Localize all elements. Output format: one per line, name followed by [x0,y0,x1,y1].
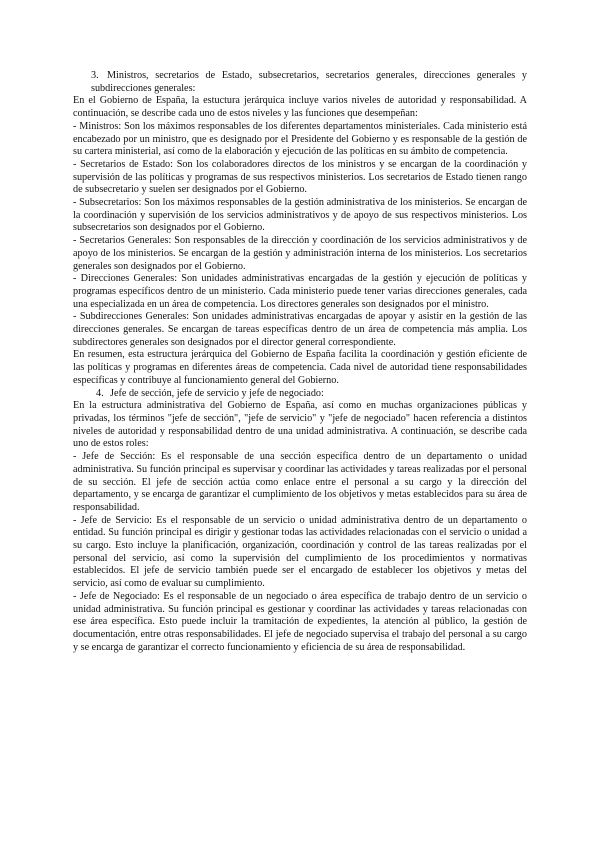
list-item-secretarios-generales: - Secretarios Generales: Son responsables de la dirección y coordinación de los servicios administrativos y de apoyo de los ministerios. Se encargan de la gestión y administración interna de los ministerios. Los secretarios generales son designados por el Gobierno. [73,235,527,272]
list-item-direcciones-generales: - Direcciones Generales: Son unidades administrativas encargadas de la gestión y ejecución de políticas y programas específicos dentro de un ministerio. Cada ministerio puede tener varias direcciones generales, cada una especializada en un área de competencia. Los directores generales son designados por el ministro. [73,273,527,310]
section-3-summary: En resumen, esta estructura jerárquica del Gobierno de España facilita la coordinación y gestión eficiente de las políticas y programas en diferentes áreas de competencia. Cada nivel de autoridad tiene responsabilidades específicas y contribuye al funcionamiento general del Gobierno. [73,349,527,386]
list-item-jefe-servicio: - Jefe de Servicio: Es el responsable de un servicio o unidad administrativa dentro de un departamento o entidad. Su función principal es dirigir y gestionar todas las actividades relacionadas con el servicio o unidad a su cargo. Esto incluye la planificación, organización, coordinación y control de las tareas realizadas por el personal del servicio, así como la supervisión del cumplimiento de los procedimientos y normativas establecidos. El jefe de servicio también puede ser el encargado de establecer los objetivos y metas del servicio, así como de evaluar su cumplimiento. [73,514,527,590]
section-4-number: 4. [96,387,104,399]
section-3-heading [73,70,527,95]
section-4-heading [73,388,527,401]
section-3-number: 3. [91,70,99,81]
list-item-ministros: - Ministros: Son los máximos responsables de los diferentes departamentos ministeriales. Cada ministerio está encabezado por un ministro, que es designado por el Presidente del Gobierno y es responsable de la gestión de su cartera ministerial, así como de la elaboración y ejecución de las políticas en su ámbito de competencia. [73,120,527,158]
document-body [73,70,527,654]
section-4-title: Jefe de sección, jefe de servicio y jefe de negociado: [110,387,324,399]
list-item-jefe-seccion: - Jefe de Sección: Es el responsable de una sección específica dentro de un departamento o unidad administrativa. Su función principal es supervisar y coordinar las actividades y tareas realizadas por el personal de su sección. El jefe de sección actúa como enlace entre el personal a su cargo y la dirección del departamento, y se encarga de garantizar el cumplimiento de los objetivos y metas establecidos para su área de responsabilidad. [73,451,527,513]
list-item-secretarios-estado: - Secretarios de Estado: Son los colaboradores directos de los ministros y se encargan de la coordinación y supervisión de las políticas y programas de sus respectivos ministerios. Los secretarios de Estado tienen rango de subsecretario y suelen ser designados por el Gobierno. [73,158,527,196]
section-3-title: Ministros, secretarios de Estado, subsecretarios, secretarios generales, direcciones generales y subdirecciones generales: [91,70,527,94]
section-3-intro: En el Gobierno de España, la estuctura jerárquica incluye varios niveles de autoridad y responsabilidad. A continuación, se describe cada uno de estos niveles y las funciones que desempeñan: [73,95,527,120]
list-item-subdirecciones-generales: - Subdirecciones Generales: Son unidades administrativas encargadas de apoyar y asistir en la gestión de las direcciones generales. Se encargan de tareas específicas dentro de un área de competencia más amplia. Los subdirectores generales son designados por el director general correspondiente. [73,311,527,348]
list-item-subsecretarios: - Subsecretarios: Son los máximos responsables de la gestión administrativa de los ministerios. Se encargan de la coordinación y supervisión de los servicios administrativos y de apoyo de sus respectivos ministerios. Los subsecretarios son designados por el Gobierno. [73,197,527,234]
section-4-intro: En la estructura administrativa del Gobierno de España, así como en muchas organizaciones públicas y privadas, los términos "jefe de sección", "jefe de servicio" y "jefe de negociado" hacen referencia a distintos niveles de autoridad y responsabilidad dentro de una unidad administrativa. A continuación, se describe cada uno de estos roles: [73,400,527,450]
list-item-jefe-negociado: - Jefe de Negociado: Es el responsable de un negociado o área específica de trabajo dentro de un servicio o unidad administrativa. Su función principal es gestionar y coordinar las actividades y tareas relacionadas con ese área específica. Esto puede incluir la tramitación de expedientes, la atención al público, la gestión de documentación, entre otras responsabilidades. El jefe de negociado supervisa el trabajo del personal a su cargo y se encarga de garantizar el correcto funcionamiento y eficiencia de su área de responsabilidad. [73,590,527,653]
